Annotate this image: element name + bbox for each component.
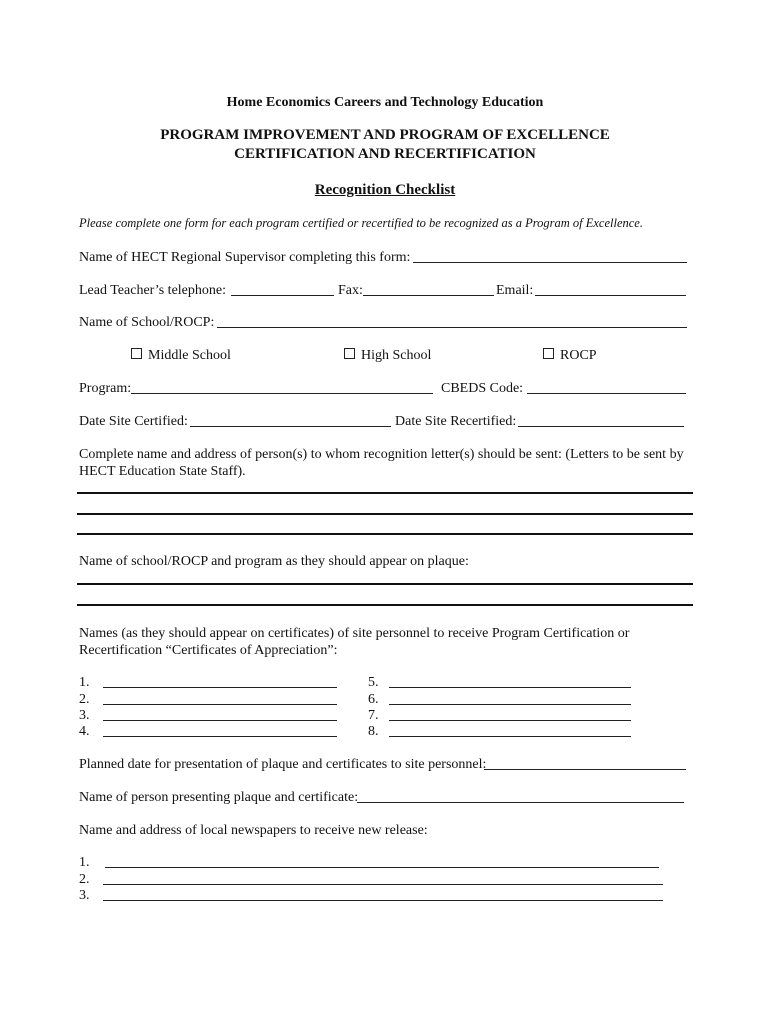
high-school-label: High School <box>361 348 432 363</box>
cert-name-field-4[interactable] <box>103 736 337 737</box>
high-school-option[interactable] <box>344 347 431 364</box>
recognition-text-line2: HECT Education State Staff). <box>79 464 246 479</box>
email-label: Email: <box>496 283 534 298</box>
rocp-option[interactable] <box>543 347 597 364</box>
program-field[interactable] <box>131 393 433 394</box>
plaque-line-1[interactable] <box>77 583 693 585</box>
fax-field[interactable] <box>363 295 494 296</box>
school-field[interactable] <box>217 327 687 328</box>
email-field[interactable] <box>535 295 686 296</box>
program-label: Program: <box>79 381 132 396</box>
date-recertified-label: Date Site Recertified: <box>395 414 517 429</box>
date-certified-label: Date Site Certified: <box>79 414 188 429</box>
form-title-line2: CERTIFICATION AND RECERTIFICATION <box>234 146 536 162</box>
date-recertified-field[interactable] <box>518 426 684 427</box>
newspaper-field-2[interactable] <box>103 884 663 885</box>
cert-name-field-3[interactable] <box>103 720 337 721</box>
cert-number-7: 7. <box>368 708 379 723</box>
cert-number-4: 4. <box>79 724 90 739</box>
presentation-date-label: Planned date for presentation of plaque and certificates to site personnel: <box>79 757 487 772</box>
instruction-text: Please complete one form for each program certified or recertified to be recognized as a Program of Excellence. <box>79 216 643 230</box>
certificates-text-line2: Recertification “Certificates of Appreciation”: <box>79 643 338 658</box>
telephone-label: Lead Teacher’s telephone: <box>79 283 226 298</box>
cbeds-field[interactable] <box>527 393 686 394</box>
form-title-line1: PROGRAM IMPROVEMENT AND PROGRAM OF EXCELLENCE <box>160 127 610 143</box>
presenter-field[interactable] <box>357 802 684 803</box>
middle-school-option[interactable] <box>131 347 231 364</box>
cert-name-field-6[interactable] <box>389 704 631 705</box>
cert-name-field-1[interactable] <box>103 687 337 688</box>
cert-number-2: 2. <box>79 692 90 707</box>
newspaper-field-3[interactable] <box>103 900 663 901</box>
recognition-line-2[interactable] <box>77 513 693 515</box>
middle-school-checkbox[interactable] <box>131 348 142 359</box>
telephone-field[interactable] <box>231 295 334 296</box>
fax-label: Fax: <box>338 283 363 298</box>
recognition-text-line1: Complete name and address of person(s) to whom recognition letter(s) should be sent: (Letters to be sent by <box>79 447 684 462</box>
cbeds-label: CBEDS Code: <box>441 381 524 396</box>
form-subtitle: Recognition Checklist <box>314 182 456 198</box>
rocp-label: ROCP <box>560 348 597 363</box>
newspapers-label: Name and address of local newspapers to receive new release: <box>79 823 428 838</box>
presenter-label: Name of person presenting plaque and certificate: <box>79 790 359 805</box>
plaque-line-2[interactable] <box>77 604 693 606</box>
cert-name-field-8[interactable] <box>389 736 631 737</box>
middle-school-label: Middle School <box>148 348 231 363</box>
news-number-2: 2. <box>79 872 90 887</box>
cert-number-5: 5. <box>368 675 379 690</box>
news-number-1: 1. <box>79 855 90 870</box>
presentation-date-field[interactable] <box>484 769 686 770</box>
recognition-line-1[interactable] <box>77 492 693 494</box>
school-label: Name of School/ROCP: <box>79 315 215 330</box>
recognition-line-3[interactable] <box>77 533 693 535</box>
plaque-label: Name of school/ROCP and program as they should appear on plaque: <box>79 554 469 569</box>
org-name: Home Economics Careers and Technology Education <box>226 95 544 110</box>
cert-number-6: 6. <box>368 692 379 707</box>
date-certified-field[interactable] <box>190 426 391 427</box>
cert-name-field-5[interactable] <box>389 687 631 688</box>
supervisor-label: Name of HECT Regional Supervisor completing this form: <box>79 250 411 265</box>
newspaper-field-1[interactable] <box>105 867 659 868</box>
supervisor-field[interactable] <box>413 262 687 263</box>
certificates-text-line1: Names (as they should appear on certificates) of site personnel to receive Program Certification or <box>79 626 630 641</box>
cert-number-8: 8. <box>368 724 379 739</box>
news-number-3: 3. <box>79 888 90 903</box>
rocp-checkbox[interactable] <box>543 348 554 359</box>
subtitle-wrap <box>0 181 770 199</box>
cert-number-3: 3. <box>79 708 90 723</box>
cert-number-1: 1. <box>79 675 90 690</box>
high-school-checkbox[interactable] <box>344 348 355 359</box>
cert-name-field-2[interactable] <box>103 704 337 705</box>
cert-name-field-7[interactable] <box>389 720 631 721</box>
